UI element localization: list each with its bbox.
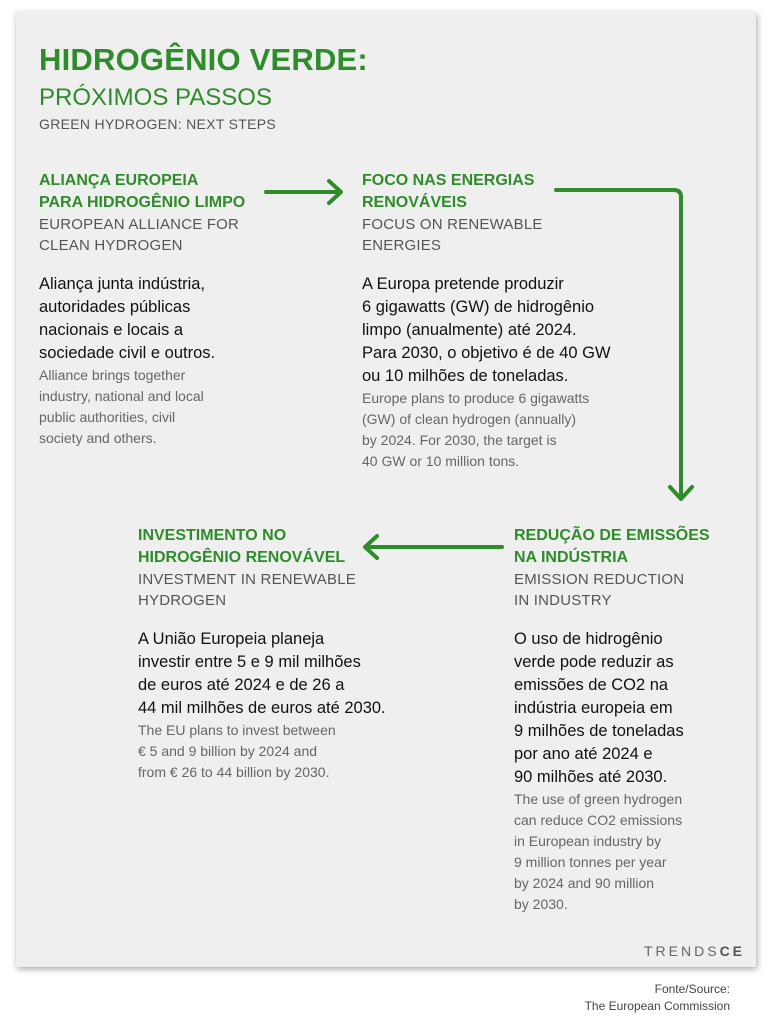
step-heading-en: INVESTMENT IN RENEWABLE HYDROGEN <box>138 571 356 609</box>
step-heading-pt: REDUÇÃO DE EMISSÕES NA INDÚSTRIA <box>514 527 710 566</box>
arrow-elbow-down-icon <box>556 190 692 499</box>
step-body-pt: A União Europeia planeja investir entre 5 e 9 mil milhões de euros até 2024 e de 26 a 44 mil milhões de euros até 2030. <box>138 630 386 717</box>
step-heading-en: EMISSION REDUCTION IN INDUSTRY <box>514 571 685 609</box>
page-title: HIDROGÊNIO VERDE: <box>39 42 368 77</box>
step-heading-en: EUROPEAN ALLIANCE FOR CLEAN HYDROGEN <box>39 216 240 254</box>
step-body-en: Europe plans to produce 6 gigawatts (GW) of clean hydrogen (annually) by 2024. For 2030, the target is 40 GW or 10 million tons. <box>362 390 590 469</box>
source-note: Fonte/Source: The European Commission <box>584 982 730 1013</box>
arrow-right-icon <box>266 181 341 203</box>
page-subtitle: PRÓXIMOS PASSOS <box>39 84 272 111</box>
step-body-en: The EU plans to invest between € 5 and 9 billion by 2024 and from € 26 to 44 billion by 2030. <box>138 722 336 780</box>
step-body-pt: O uso de hidrogênio verde pode reduzir as emissões de CO2 na indústria europeia em 9 milhões de toneladas por ano até 2024 e 90 milhões até 2030. <box>514 630 684 786</box>
step-heading-pt: ALIANÇA EUROPEIA PARA HIDROGÊNIO LIMPO <box>39 172 246 211</box>
step-heading-en: FOCUS ON RENEWABLE ENERGIES <box>362 216 543 254</box>
step-body-pt: A Europa pretende produzir 6 gigawatts (GW) de hidrogênio limpo (anualmente) até 2024. Para 2030, o objetivo é de 40 GW ou 10 milhões de toneladas. <box>362 275 611 385</box>
step-heading-pt: INVESTIMENTO NO HIDROGÊNIO RENOVÁVEL <box>138 527 346 566</box>
step-body-en: Alliance brings together industry, national and local public authorities, civil society and others. <box>39 367 204 446</box>
brand-logo: TRENDSCE <box>644 943 746 959</box>
arrow-left-icon <box>365 536 502 558</box>
step-body-pt: Aliança junta indústria, autoridades públicas nacionais e locais a sociedade civil e outros. <box>39 275 216 362</box>
page-caption: GREEN HYDROGEN: NEXT STEPS <box>39 116 277 132</box>
step-body-en: The use of green hydrogen can reduce CO2 emissions in European industry by 9 million tonnes per year by 2024 and 90 million by 2030. <box>514 791 683 912</box>
step-heading-pt: FOCO NAS ENERGIAS RENOVÁVEIS <box>362 172 535 211</box>
